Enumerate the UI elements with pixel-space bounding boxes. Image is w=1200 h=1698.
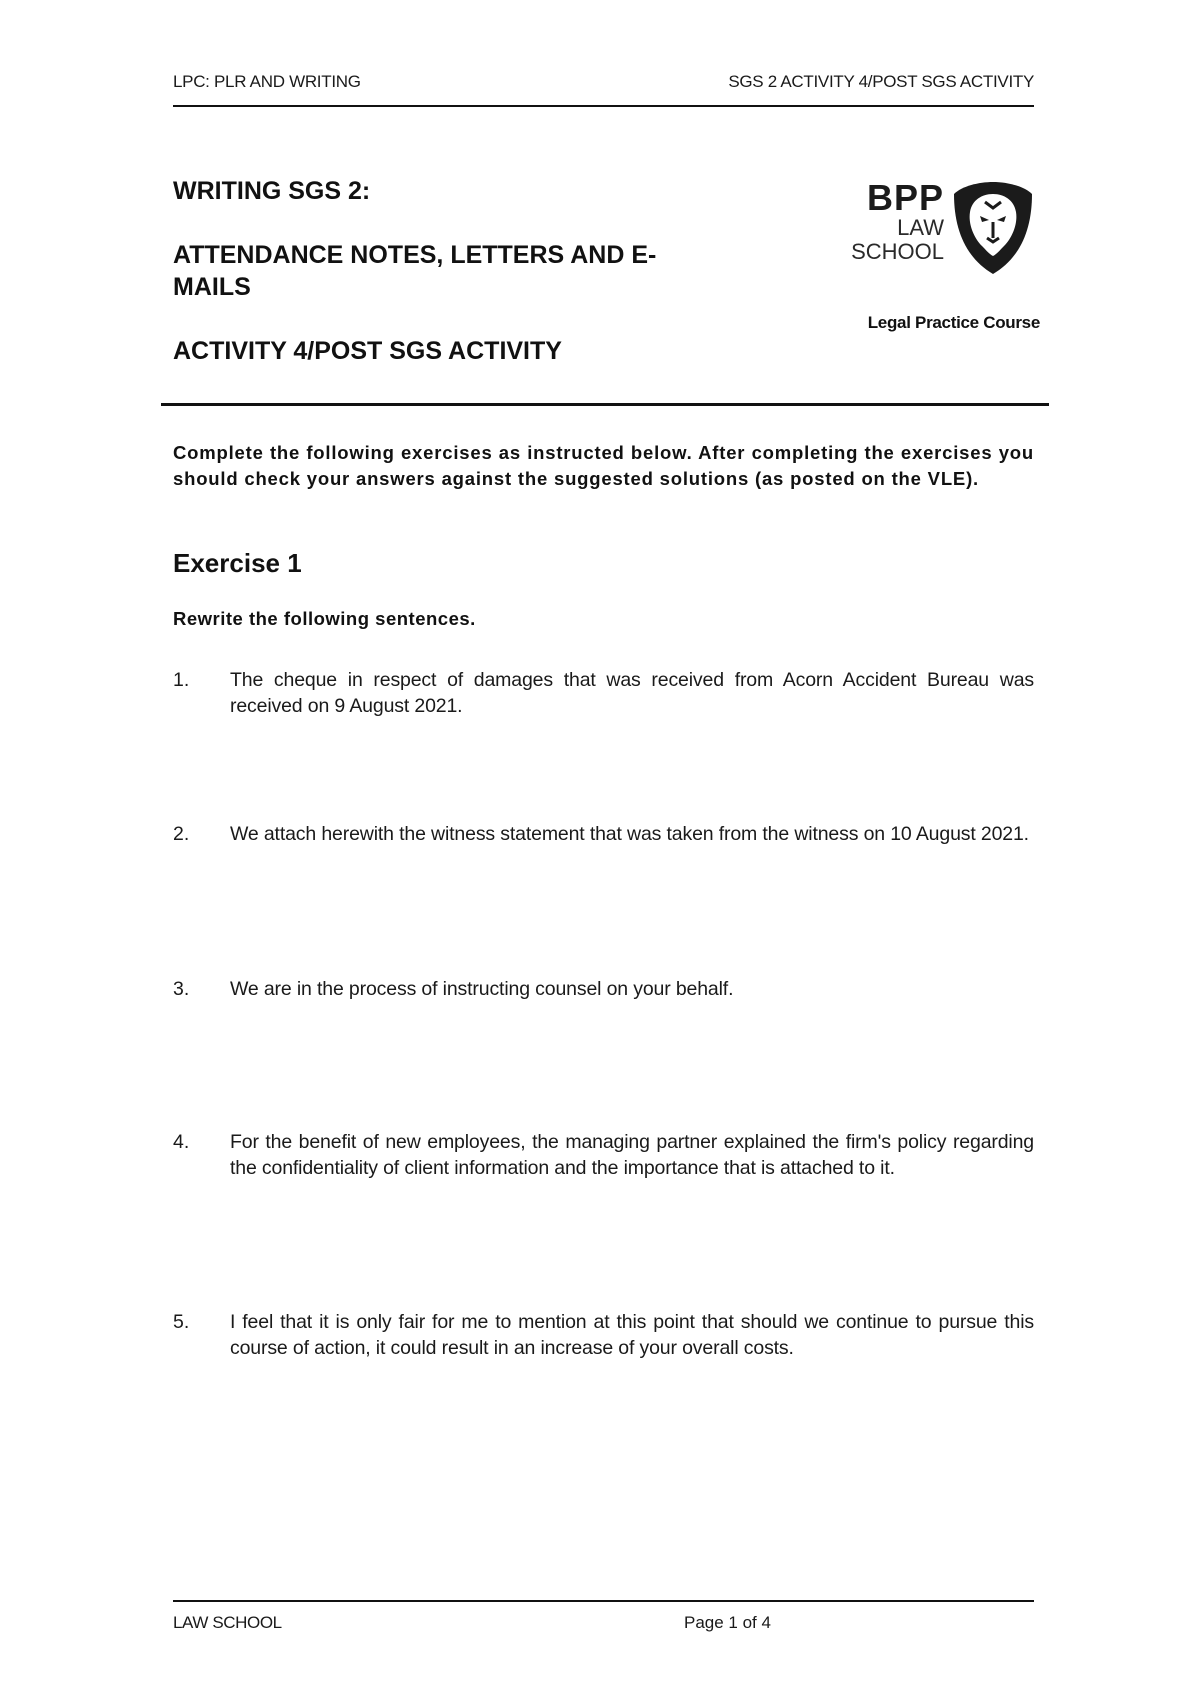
running-header: [173, 72, 1034, 92]
logo-school: SCHOOL: [851, 239, 944, 264]
exercise-item: [173, 668, 1034, 719]
document-title: [173, 175, 733, 367]
course-label: Legal Practice Course: [867, 313, 1040, 332]
item-text: I feel that it is only fair for me to mention at this point that should we continue to pursue this course of action, it could result in an increase of your overall costs.: [230, 1311, 1034, 1359]
logo-law: LAW: [897, 215, 944, 240]
item-text: For the benefit of new employees, the managing partner explained the firm's policy regarding the confidentiality of client information and the importance that is attached to it.: [230, 1131, 1034, 1179]
title-line-1: WRITING SGS 2:: [173, 177, 371, 205]
exercise-subheading: Rewrite the following sentences.: [173, 608, 476, 629]
header-left-text: LPC: PLR AND WRITING: [173, 72, 361, 91]
exercise-item: [173, 977, 1034, 1003]
logo-brand: BPP: [866, 177, 944, 218]
instructions-paragraph: Complete the following exercises as instructed below. After completing the exercises you should check your answers against the suggested solutions (as posted on the VLE).: [173, 442, 1034, 489]
lion-shield-icon: [952, 180, 1034, 276]
exercise-item: [173, 1310, 1034, 1361]
item-text: The cheque in respect of damages that was received from Acorn Accident Bureau was received on 9 August 2021.: [230, 669, 1034, 717]
bpp-law-school-logo: [834, 177, 1034, 280]
item-text: We are in the process of instructing counsel on your behalf.: [230, 978, 734, 1000]
exercise-item: [173, 822, 1034, 848]
item-number: 2.: [173, 823, 190, 845]
item-number: 5.: [173, 1311, 190, 1333]
page-number: Page 1 of 4: [684, 1613, 771, 1632]
footer-rule: [173, 1600, 1034, 1602]
title-line-2: ATTENDANCE NOTES, LETTERS AND E-MAILS: [173, 241, 657, 301]
header-rule: [173, 105, 1034, 107]
header-right-text: SGS 2 ACTIVITY 4/POST SGS ACTIVITY: [728, 72, 1034, 91]
footer-left-text: LAW SCHOOL: [173, 1613, 282, 1632]
exercise-item: [173, 1130, 1034, 1181]
section-rule: [161, 403, 1049, 406]
item-number: 4.: [173, 1131, 190, 1153]
exercise-heading: Exercise 1: [173, 548, 302, 578]
item-number: 1.: [173, 669, 190, 691]
logo-wordmark: [834, 177, 944, 264]
item-number: 3.: [173, 978, 190, 1000]
item-text: We attach herewith the witness statement that was taken from the witness on 10 August 2021.: [230, 823, 1029, 845]
title-line-3: ACTIVITY 4/POST SGS ACTIVITY: [173, 337, 562, 365]
